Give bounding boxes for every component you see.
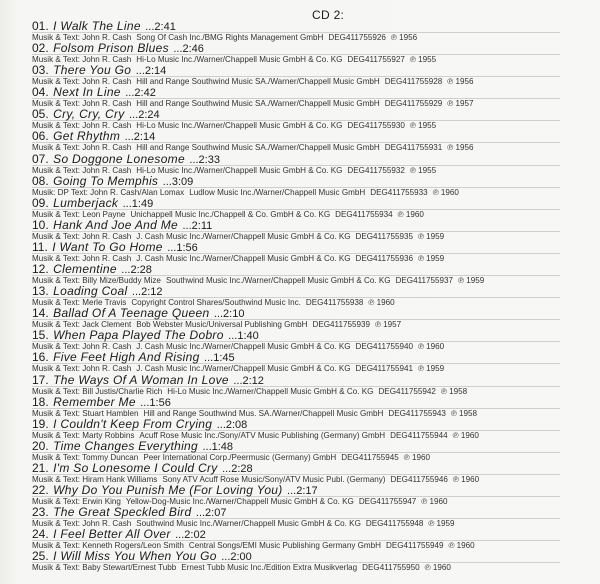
track-year: ℗ 1960 (421, 496, 448, 506)
track-publisher: J. Cash Music Inc./Warner/Chappell Music GmbH & Co. KG (136, 231, 351, 241)
track-code: DEG411755935 (355, 231, 413, 241)
track-year: ℗ 1955 (409, 165, 437, 175)
track-publisher: J. Cash Music Inc./Warner/Chappell Music GmbH & Co. KG (136, 253, 351, 263)
track-code: DEG411755927 (347, 55, 405, 65)
track-credits: Musik & Text: Marty Robbins (32, 430, 135, 440)
track-publisher: Hi-Lo Music Inc./Warner/Chappell Music GmbH & Co. KG (167, 386, 374, 396)
track-number: 07. (32, 151, 49, 166)
track-credits: Musik & Text: Leon Payne (32, 209, 126, 219)
track-entry (32, 484, 592, 506)
track-title: I Will Miss You When You Go (53, 549, 217, 564)
track-publisher: Unichappell Music Inc./Chappell & Co. GmbH & Co. KG (130, 209, 331, 219)
track-list (32, 20, 592, 572)
track-entry (32, 153, 592, 175)
track-title-line (32, 130, 592, 142)
track-title-line (32, 20, 592, 32)
track-title: Going To Memphis (53, 173, 159, 188)
track-duration: ...2:11 (182, 219, 213, 232)
track-credits: Musik & Text: John R. Cash (32, 33, 132, 42)
track-number: 05. (32, 107, 49, 122)
track-number: 10. (32, 217, 49, 232)
track-number: 04. (32, 85, 49, 100)
track-title-line (32, 197, 592, 209)
track-title-line (32, 484, 592, 496)
track-year: ℗ 1957 (447, 99, 474, 109)
track-title-line (32, 64, 592, 76)
track-credits: Musik & Text: John R. Cash (32, 253, 132, 263)
track-code: DEG411755934 (335, 209, 393, 219)
track-title-line (32, 550, 592, 562)
track-duration: ...1:49 (122, 197, 154, 210)
track-title: Remember Me (53, 394, 136, 409)
track-publisher: Hill and Range Southwind Mus. SA./Warner/Chappell Music GmbH (143, 408, 384, 418)
track-number: 22. (32, 482, 49, 497)
track-year: ℗ 1960 (397, 209, 424, 219)
track-title: Clementine (53, 262, 117, 277)
track-credits: Musik & Text: Bill Justis/Charlie Rich (32, 386, 163, 396)
track-credits: Musik & Text: John R. Cash (32, 231, 132, 241)
track-number: 19. (32, 416, 49, 431)
track-publisher: Hi-Lo Music Inc./Warner/Chappell Music GmbH & Co. KG (136, 55, 343, 65)
track-code: DEG411755940 (355, 342, 413, 352)
track-number: 06. (32, 129, 49, 144)
track-publisher: Ernest Tubb Music Inc./Edition Extra Musikverlag (181, 563, 358, 573)
track-number: 11. (32, 239, 48, 254)
track-title-line (32, 153, 592, 165)
track-duration: ...2:14 (124, 131, 156, 144)
track-credits: Musik & Text: Erwin King (32, 496, 121, 506)
track-year: ℗ 1959 (428, 519, 455, 529)
track-duration: ...2:33 (189, 153, 220, 166)
track-year: ℗ 1960 (448, 541, 475, 551)
track-entry (32, 329, 592, 351)
track-title: I Couldn't Keep From Crying (53, 416, 213, 431)
track-code: DEG411755930 (347, 121, 405, 131)
track-title: Next In Line (53, 85, 121, 100)
track-credits: Musik & Text: John R. Cash (32, 143, 132, 153)
track-credits: Musik & Text: John R. Cash (32, 165, 132, 175)
track-duration: ...2:12 (233, 374, 264, 387)
track-code: DEG411755943 (388, 408, 446, 418)
track-entry (32, 285, 592, 307)
track-duration: ...2:28 (222, 462, 253, 475)
track-title-line (32, 528, 592, 540)
track-number: 02. (32, 41, 49, 56)
track-credits: Musik: DP Text: John R. Cash/Alan Lomax (32, 187, 185, 197)
track-code: DEG411755946 (390, 474, 448, 484)
track-duration: ...3:09 (162, 175, 194, 188)
track-entry (32, 307, 592, 329)
track-code: DEG411755929 (384, 99, 443, 109)
track-year: ℗ 1959 (417, 231, 445, 241)
track-entry (32, 396, 592, 418)
track-publisher: Song Of Cash Inc./BMG Rights Management GmbH (136, 33, 324, 42)
track-duration: ...2:12 (131, 286, 163, 299)
track-publisher: Southwind Music Inc./Warner/Chappell Music GmbH & Co. KG (136, 519, 361, 529)
track-duration: ...2:28 (121, 264, 152, 277)
track-entry (32, 86, 592, 108)
track-title-line (32, 418, 592, 430)
track-publisher: Acuff Rose Music Inc./Sony/ATV Music Publishing (Germany) GmbH (139, 430, 386, 440)
track-entry (32, 20, 592, 42)
track-publisher: Southwind Music Inc./Warner/Chappell Music GmbH & Co. KG (165, 276, 391, 286)
track-title: I Feel Better All Over (53, 527, 171, 542)
track-title-line (32, 462, 592, 474)
track-number: 18. (32, 394, 49, 409)
track-year: ℗ 1959 (417, 253, 445, 263)
track-title: There You Go (53, 63, 132, 78)
track-title: The Great Speckled Bird (53, 505, 192, 520)
track-number: 15. (32, 328, 49, 343)
track-publisher: Ludlow Music Inc./Warner/Chappell Music GmbH (189, 187, 366, 197)
track-publisher: Hi-Lo Music Inc./Warner/Chappell Music GmbH & Co. KG (136, 121, 343, 131)
track-number: 13. (32, 284, 49, 299)
track-code: DEG411755932 (347, 165, 405, 175)
track-entry (32, 418, 592, 440)
track-duration: ...1:45 (204, 352, 235, 365)
track-title-line (32, 42, 592, 54)
track-year: ℗ 1960 (403, 452, 430, 462)
track-credits: Musik & Text: Hiram Hank Williams (32, 474, 158, 484)
track-code: DEG411755928 (384, 77, 443, 87)
track-credits: Musik & Text: Stuart Hamblen (32, 408, 139, 418)
track-title-line (32, 86, 592, 98)
track-code: DEG411755948 (365, 519, 424, 529)
track-year: ℗ 1960 (452, 430, 479, 440)
track-entry (32, 528, 592, 550)
track-title: When Papa Played The Dobro (53, 328, 224, 343)
track-publisher: Peer International Corp./Peermusic (Germany) GmbH (143, 452, 337, 462)
track-code: DEG411755947 (358, 496, 417, 506)
track-number: 12. (32, 262, 49, 277)
track-entry (32, 506, 592, 528)
track-title: Why Do You Punish Me (For Loving You) (53, 482, 283, 497)
track-year: ℗ 1958 (450, 408, 478, 418)
track-entry (32, 42, 592, 64)
track-title: Ballad Of A Teenage Queen (53, 306, 210, 321)
track-title-line (32, 263, 592, 275)
track-duration: ...2:41 (145, 21, 176, 33)
track-credits: Musik & Text: Merle Travis (32, 298, 127, 308)
track-entry (32, 462, 592, 484)
track-code: DEG411755931 (384, 143, 443, 153)
track-number: 14. (32, 306, 49, 321)
track-title: So Doggone Lonesome (53, 151, 185, 166)
track-duration: ...1:56 (167, 241, 198, 254)
track-number: 25. (32, 549, 49, 564)
track-number: 17. (32, 372, 49, 387)
track-credits-line (32, 562, 560, 573)
track-title: Lumberjack (53, 195, 119, 210)
track-title: I'm So Lonesome I Could Cry (53, 460, 218, 475)
track-duration: ...1:56 (140, 396, 171, 409)
track-code: DEG411755944 (390, 430, 448, 440)
track-duration: ...2:08 (216, 418, 248, 431)
track-number: 03. (32, 63, 49, 78)
track-code: DEG411755938 (305, 298, 364, 308)
track-title: Hank And Joe And Me (53, 217, 179, 232)
track-credits: Musik & Text: John R. Cash (32, 519, 132, 529)
track-title: Loading Coal (53, 284, 128, 299)
track-number: 16. (32, 350, 49, 365)
track-duration: ...2:00 (221, 551, 252, 564)
track-year: ℗ 1960 (452, 474, 480, 484)
track-year: ℗ 1955 (409, 121, 437, 131)
track-duration: ...2:46 (173, 43, 204, 56)
track-title: Time Changes Everything (53, 438, 198, 453)
track-year: ℗ 1956 (447, 143, 474, 153)
track-publisher: Sony ATV Acuff Rose Music/Sony/ATV Music Publ. (Germany) (162, 474, 386, 484)
track-duration: ...1:48 (202, 440, 234, 453)
track-year: ℗ 1959 (417, 364, 445, 374)
track-year: ℗ 1960 (368, 298, 395, 308)
track-credits: Musik & Text: Tommy Duncan (32, 452, 139, 462)
track-title: Cry, Cry, Cry (53, 107, 125, 122)
track-code: DEG411755926 (328, 33, 386, 42)
track-number: 09. (32, 195, 49, 210)
track-credits: Musik & Text: John R. Cash (32, 364, 132, 374)
track-publisher: Copyright Control Shares/Southwind Music Inc. (131, 298, 301, 308)
track-year: ℗ 1957 (374, 320, 402, 330)
track-year: ℗ 1958 (440, 386, 468, 396)
track-title: I Want To Go Home (52, 239, 163, 254)
track-title-line (32, 219, 592, 231)
track-year: ℗ 1960 (417, 342, 445, 352)
track-publisher: Hill and Range Southwind Music SA./Warner/Chappell Music GmbH (136, 143, 380, 153)
track-duration: ...2:02 (175, 529, 206, 542)
track-credits: Musik & Text: Kenneth Rogers/Leon Smith (32, 541, 184, 551)
track-title: Folsom Prison Blues (53, 41, 169, 56)
track-credits: Musik & Text: John R. Cash (32, 121, 132, 131)
track-title-line (32, 506, 592, 518)
track-publisher: Hill and Range Southwind Music SA./Warner/Chappell Music GmbH (136, 77, 380, 87)
track-entry (32, 440, 592, 462)
track-title: The Ways Of A Woman In Love (53, 372, 229, 387)
track-number: 21. (32, 460, 49, 475)
track-code: DEG411755933 (370, 187, 428, 197)
track-publisher: J. Cash Music Inc./Warner/Chappell Music GmbH & Co. KG (136, 364, 351, 374)
track-code: DEG411755950 (362, 563, 420, 573)
track-duration: ...1:40 (228, 330, 259, 343)
track-entry (32, 374, 592, 396)
track-duration: ...2:10 (213, 308, 245, 321)
track-title: Get Rhythm (53, 129, 121, 144)
track-title-line (32, 374, 592, 386)
track-entry (32, 219, 592, 241)
track-publisher: Hill and Range Southwind Music SA./Warner/Chappell Music GmbH (136, 99, 380, 109)
track-entry (32, 130, 592, 152)
track-title: I Walk The Line (53, 19, 141, 33)
track-duration: ...2:07 (195, 507, 227, 520)
track-duration: ...2:42 (125, 87, 156, 100)
track-publisher: Central Songs/EMI Music Publishing Germany GmbH (188, 541, 381, 551)
track-code: DEG411755939 (312, 320, 370, 330)
track-year: ℗ 1955 (409, 55, 437, 65)
track-code: DEG411755942 (378, 386, 436, 396)
track-entry (32, 197, 592, 219)
track-credits: Musik & Text: John R. Cash (32, 99, 132, 109)
track-credits: Musik & Text: John R. Cash (32, 77, 132, 87)
track-entry (32, 64, 592, 86)
track-title-line (32, 285, 592, 297)
track-number: 01. (32, 19, 49, 33)
track-publisher: Yellow-Dog-Music Inc./Warner/Chappell Music GmbH & Co. KG (125, 496, 354, 506)
track-number: 08. (32, 173, 49, 188)
track-credits: Musik & Text: Baby Stewart/Ernest Tubb (32, 563, 177, 573)
track-number: 23. (32, 505, 49, 520)
track-credits: Musik & Text: Billy Mize/Buddy Mize (32, 276, 161, 286)
track-title: Five Feet High And Rising (53, 350, 200, 365)
track-title-line (32, 329, 592, 341)
track-code: DEG411755941 (355, 364, 413, 374)
track-duration: ...2:24 (129, 109, 160, 122)
track-title-line (32, 108, 592, 120)
track-publisher: J. Cash Music Inc./Warner/Chappell Music GmbH & Co. KG (136, 342, 351, 352)
track-entry (32, 241, 592, 263)
track-duration: ...2:14 (135, 65, 167, 78)
track-year: ℗ 1960 (424, 563, 451, 573)
track-entry (32, 550, 592, 572)
track-year: ℗ 1956 (447, 77, 474, 87)
track-entry (32, 108, 592, 130)
track-code: DEG411755936 (355, 253, 413, 263)
track-title-line (32, 351, 592, 363)
track-entry (32, 175, 592, 197)
cd-title: CD 2: (312, 8, 345, 22)
track-duration: ...2:17 (287, 484, 318, 497)
track-credits: Musik & Text: John R. Cash (32, 342, 132, 352)
track-credits: Musik & Text: Jack Clement (32, 320, 132, 330)
track-code: DEG411755937 (395, 276, 454, 286)
track-credits: Musik & Text: John R. Cash (32, 55, 132, 65)
track-code: DEG411755945 (341, 452, 399, 462)
track-entry (32, 263, 592, 285)
track-number: 24. (32, 527, 49, 542)
track-publisher: Hi-Lo Music Inc./Warner/Chappell Music GmbH & Co. KG (136, 165, 343, 175)
track-year: ℗ 1956 (390, 33, 418, 42)
track-title-line (32, 175, 592, 187)
track-entry (32, 351, 592, 373)
track-year: ℗ 1960 (432, 187, 459, 197)
track-title-line (32, 307, 592, 319)
track-publisher: Bob Webster Music/Universal Publishing GmbH (136, 320, 308, 330)
track-title-line (32, 241, 592, 253)
track-year: ℗ 1959 (458, 276, 485, 286)
track-number: 20. (32, 438, 49, 453)
track-title-line (32, 440, 592, 452)
track-code: DEG411755949 (386, 541, 444, 551)
track-title-line (32, 396, 592, 408)
